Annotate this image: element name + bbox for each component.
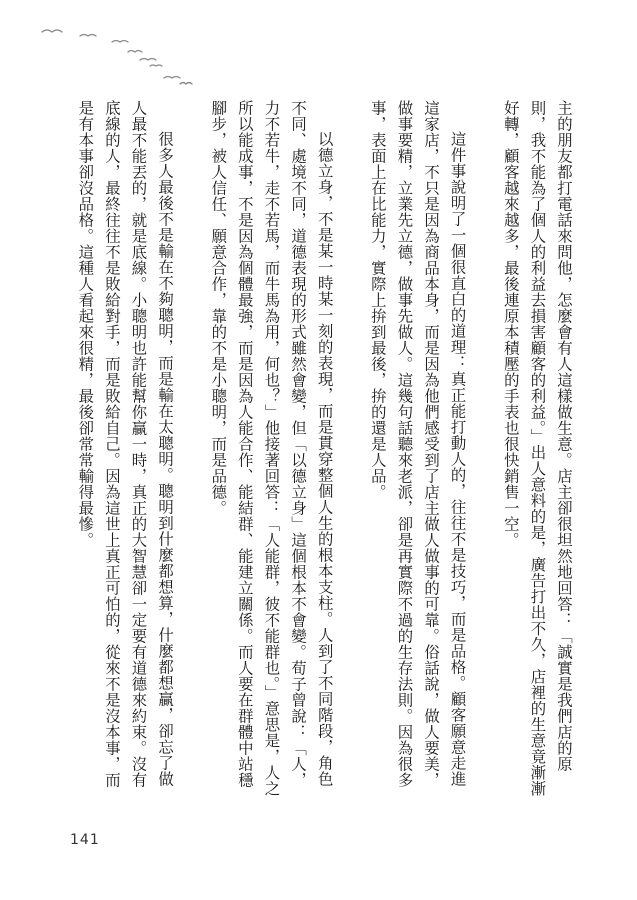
vertical-text-body bbox=[72, 100, 577, 800]
flying-birds-illustration bbox=[40, 22, 200, 92]
paragraph: 主的朋友都打電話來問他，怎麼會有人這樣做生意。店主卻很坦然地回答：「誠實是我們店的原則，我不能為了個人的利益去損害顧客的利益。」出人意料的是，廣告打出不久，店裡的生意竟漸漸好轉，顧客越來越多，最後連原本積壓的手表也很快銷售一空。 bbox=[501, 100, 573, 797]
paragraph: 這件事說明了一個很直白的道理：真正能打動人的，往往不是技巧，而是品格。顧客願意走進這家店，不只是因為商品本身，而是因為他們感受到了店主做人做事的可靠。俗話說，做人要美，做事要精，立業先立德，做事先做人。這幾句話聽來老派，卻是再實際不過的生存法則。因為很多事，表面上在比能力，實際上拚到最後，拚的還是人品。 bbox=[368, 100, 467, 788]
paragraph: 很多人最後不是輸在不夠聰明，而是輸在太聰明。聰明到什麼都想算，什麼都想贏，卻忘了做人最不能丟的，就是底線。小聰明也許能幫你贏一時，真正的大智慧卻一定要有道德來約束。沒有底線的人，最終往往不是敗給對手，而是敗給自己。因為這世上真正可怕的，從來不是沒本事，而是有本事卻沒品格。這種人看起來很精，最後卻常常輸得最慘。 bbox=[76, 100, 175, 788]
page-number: 141 bbox=[70, 832, 100, 848]
paragraph: 以德立身，不是某一時某一刻的表現，而是貫穿整個人生的根本支柱。人到了不同階段，角色不同、處境不同，道德表現的形式雖然會變，但「以德立身」這個根本不會變。荀子曾說：「人，力不若牛，走不若馬，而牛馬為用，何也？」他接著回答：「人能群，彼不能群也。」意思是，人之所以能成事，不是因為個體最強，而是因為人能合作、能結群、能建立關係。而人要在群體中站穩腳步，被人信任、願意合作，靠的不是小聰明，而是品德。 bbox=[209, 100, 334, 797]
